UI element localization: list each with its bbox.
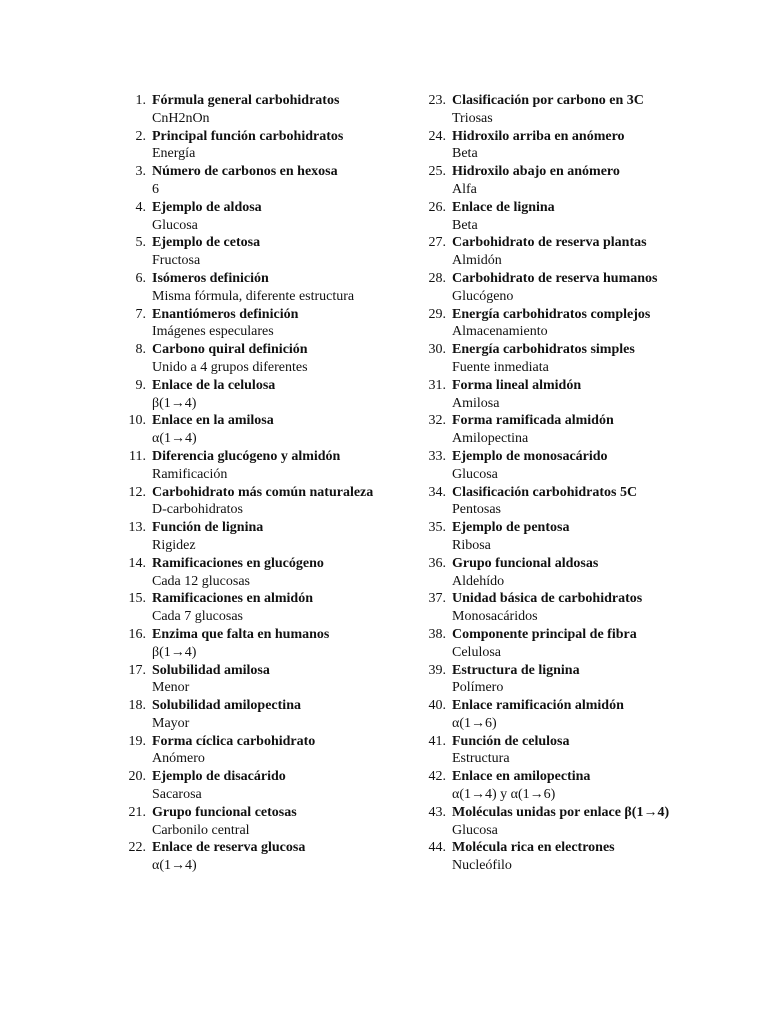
item-question: Enlace en amilopectina xyxy=(452,769,591,785)
item-body xyxy=(152,662,422,698)
item-body xyxy=(152,306,422,342)
item-body xyxy=(452,412,722,448)
item-body xyxy=(452,662,722,698)
list-item xyxy=(422,519,722,555)
item-answer: Beta xyxy=(452,146,478,162)
item-question: Clasificación carbohidratos 5C xyxy=(452,484,638,500)
list-item xyxy=(122,555,422,591)
item-body xyxy=(152,555,422,591)
item-question: Hidroxilo arriba en anómero xyxy=(452,128,625,144)
item-body xyxy=(452,733,722,769)
item-body xyxy=(452,590,722,626)
item-answer: Celulosa xyxy=(452,644,501,660)
item-question: Función de celulosa xyxy=(452,733,570,749)
item-question: Ejemplo de cetosa xyxy=(152,235,261,251)
item-number: 37. xyxy=(428,591,446,607)
item-answer: β(1→4) xyxy=(152,644,197,660)
item-number: 20. xyxy=(128,769,146,785)
item-number: 38. xyxy=(428,626,446,642)
item-question: Carbono quiral definición xyxy=(152,342,308,358)
list-item xyxy=(122,377,422,413)
list-item xyxy=(122,163,422,199)
item-number: 27. xyxy=(428,235,446,251)
item-body xyxy=(152,163,422,199)
list-item xyxy=(422,341,722,377)
item-body xyxy=(452,626,722,662)
list-item xyxy=(422,662,722,698)
item-answer: D-carbohidratos xyxy=(152,502,243,518)
list-item xyxy=(422,839,722,875)
list-item xyxy=(422,768,722,804)
item-answer: Estructura xyxy=(452,751,510,767)
item-body xyxy=(452,128,722,164)
list-item xyxy=(122,234,422,270)
item-question: Ejemplo de disacárido xyxy=(152,769,286,785)
item-question: Enlace de reserva glucosa xyxy=(152,840,306,856)
item-question: Clasificación por carbono en 3C xyxy=(452,93,644,108)
item-question: Forma lineal almidón xyxy=(452,377,582,393)
item-number: 13. xyxy=(128,520,146,536)
item-question: Enlace de la celulosa xyxy=(152,377,276,393)
item-number: 14. xyxy=(128,555,146,571)
list-item xyxy=(122,768,422,804)
item-answer: Fuente inmediata xyxy=(452,359,549,375)
list-item xyxy=(122,626,422,662)
item-answer: CnH2nOn xyxy=(152,110,210,126)
item-question: Ramificaciones en glucógeno xyxy=(152,555,324,571)
item-number: 8. xyxy=(135,342,146,358)
item-question: Grupo funcional aldosas xyxy=(452,555,599,571)
item-number: 12. xyxy=(128,484,146,500)
item-answer: Nucleófilo xyxy=(452,858,512,874)
item-answer: Misma fórmula, diferente estructura xyxy=(152,288,355,304)
item-number: 19. xyxy=(128,733,146,749)
item-number: 42. xyxy=(428,769,446,785)
list-item xyxy=(122,804,422,840)
item-question: Ramificaciones en almidón xyxy=(152,591,313,607)
item-body xyxy=(152,768,422,804)
item-number: 9. xyxy=(135,377,146,393)
list-item xyxy=(122,412,422,448)
item-number: 40. xyxy=(428,698,446,714)
list-item xyxy=(422,555,722,591)
item-answer: Amilopectina xyxy=(452,431,529,447)
list-item xyxy=(122,484,422,520)
item-body xyxy=(152,234,422,270)
item-answer: Glucosa xyxy=(152,217,198,233)
item-answer: Pentosas xyxy=(452,502,501,518)
item-answer: Sacarosa xyxy=(152,787,202,803)
item-question: Componente principal de fibra xyxy=(452,626,637,642)
item-number: 31. xyxy=(428,377,446,393)
item-body xyxy=(452,448,722,484)
item-body xyxy=(152,626,422,662)
list-item xyxy=(422,306,722,342)
item-body xyxy=(152,804,422,840)
item-body xyxy=(452,270,722,306)
list-item xyxy=(422,270,722,306)
item-number: 39. xyxy=(428,662,446,678)
item-number: 43. xyxy=(428,804,446,820)
item-question: Fórmula general carbohidratos xyxy=(152,93,340,108)
item-answer: Energía xyxy=(152,146,196,162)
item-answer: α(1→6) xyxy=(452,715,497,731)
list-item xyxy=(122,448,422,484)
item-answer: α(1→4) y α(1→6) xyxy=(452,787,556,803)
item-answer: Carbonilo central xyxy=(152,822,250,838)
item-body xyxy=(452,199,722,235)
list-item xyxy=(422,448,722,484)
list-item xyxy=(122,92,422,128)
list-item xyxy=(422,733,722,769)
item-answer: Amilosa xyxy=(452,395,500,411)
item-question: Moléculas unidas por enlace β(1→4) xyxy=(452,804,670,820)
item-number: 5. xyxy=(135,235,146,251)
item-number: 10. xyxy=(128,413,146,429)
item-number: 34. xyxy=(428,484,446,500)
item-answer: Glucógeno xyxy=(452,288,514,304)
item-question: Enlace ramificación almidón xyxy=(452,698,624,714)
item-body xyxy=(152,377,422,413)
item-question: Solubilidad amilopectina xyxy=(152,698,301,714)
item-answer: Menor xyxy=(152,680,190,696)
item-number: 18. xyxy=(128,698,146,714)
item-body xyxy=(452,377,722,413)
item-answer: Cada 12 glucosas xyxy=(152,573,250,589)
item-number: 44. xyxy=(428,840,446,856)
item-number: 30. xyxy=(428,342,446,358)
item-body xyxy=(152,484,422,520)
item-question: Forma cíclica carbohidrato xyxy=(152,733,316,749)
item-body xyxy=(452,163,722,199)
list-item xyxy=(422,92,722,128)
item-number: 22. xyxy=(128,840,146,856)
item-body xyxy=(452,555,722,591)
item-number: 36. xyxy=(428,555,446,571)
item-answer: Mayor xyxy=(152,715,190,731)
list-item xyxy=(122,128,422,164)
item-body xyxy=(152,412,422,448)
item-number: 21. xyxy=(128,804,146,820)
item-answer: β(1→4) xyxy=(152,395,197,411)
item-question: Ejemplo de pentosa xyxy=(452,520,570,536)
list-item xyxy=(422,377,722,413)
item-question: Energía carbohidratos complejos xyxy=(452,306,651,322)
item-question: Grupo funcional cetosas xyxy=(152,804,297,820)
item-answer: Alfa xyxy=(452,181,477,197)
item-answer: Triosas xyxy=(452,110,493,126)
item-answer: Anómero xyxy=(152,751,205,767)
item-answer: Imágenes especulares xyxy=(152,324,274,340)
item-answer: 6 xyxy=(152,181,159,197)
item-number: 29. xyxy=(428,306,446,322)
item-number: 17. xyxy=(128,662,146,678)
item-answer: Ribosa xyxy=(452,537,491,553)
list-item xyxy=(422,412,722,448)
item-body xyxy=(152,199,422,235)
item-question: Enantiómeros definición xyxy=(152,306,299,322)
item-answer: Monosacáridos xyxy=(452,609,538,625)
item-answer: Almacenamiento xyxy=(452,324,548,340)
list-item xyxy=(422,697,722,733)
item-body xyxy=(452,768,722,804)
item-body xyxy=(152,733,422,769)
item-number: 2. xyxy=(135,128,146,144)
right-question-list xyxy=(422,92,722,875)
item-number: 25. xyxy=(428,164,446,180)
item-number: 28. xyxy=(428,270,446,286)
list-item xyxy=(122,839,422,875)
item-question: Carbohidrato de reserva humanos xyxy=(452,270,658,286)
item-body xyxy=(152,128,422,164)
item-number: 32. xyxy=(428,413,446,429)
item-number: 15. xyxy=(128,591,146,607)
item-number: 24. xyxy=(428,128,446,144)
item-question: Unidad básica de carbohidratos xyxy=(452,591,643,607)
item-answer: Unido a 4 grupos diferentes xyxy=(152,359,308,375)
item-answer: Glucosa xyxy=(452,466,498,482)
item-question: Función de lignina xyxy=(152,520,264,536)
item-body xyxy=(152,270,422,306)
left-column xyxy=(122,92,422,875)
item-answer: α(1→4) xyxy=(152,431,197,447)
item-question: Principal función carbohidratos xyxy=(152,128,344,144)
item-number: 11. xyxy=(129,448,146,464)
item-answer: Almidón xyxy=(452,253,502,269)
item-number: 35. xyxy=(428,520,446,536)
item-question: Diferencia glucógeno y almidón xyxy=(152,448,341,464)
item-question: Carbohidrato más común naturaleza xyxy=(152,484,374,500)
item-body xyxy=(152,839,422,875)
list-item xyxy=(122,341,422,377)
list-item xyxy=(422,590,722,626)
item-body xyxy=(452,697,722,733)
list-item xyxy=(122,697,422,733)
item-question: Molécula rica en electrones xyxy=(452,840,615,856)
item-body xyxy=(152,92,422,128)
item-answer: Aldehído xyxy=(452,573,505,589)
item-question: Enlace en la amilosa xyxy=(152,413,274,429)
list-item xyxy=(122,270,422,306)
list-item xyxy=(122,662,422,698)
item-body xyxy=(452,804,722,840)
item-number: 6. xyxy=(135,270,146,286)
item-answer: Glucosa xyxy=(452,822,498,838)
item-body xyxy=(452,306,722,342)
item-body xyxy=(152,341,422,377)
item-number: 26. xyxy=(428,199,446,215)
item-question: Carbohidrato de reserva plantas xyxy=(452,235,647,251)
item-answer: α(1→4) xyxy=(152,858,197,874)
item-body xyxy=(452,519,722,555)
item-body xyxy=(152,590,422,626)
item-answer: Beta xyxy=(452,217,478,233)
item-body xyxy=(152,697,422,733)
list-item xyxy=(122,590,422,626)
list-item xyxy=(422,626,722,662)
item-number: 16. xyxy=(128,626,146,642)
item-question: Ejemplo de monosacárido xyxy=(452,448,608,464)
right-column xyxy=(422,92,722,875)
item-answer: Fructosa xyxy=(152,253,201,269)
item-question: Forma ramificada almidón xyxy=(452,413,614,429)
item-number: 7. xyxy=(135,306,146,322)
item-number: 4. xyxy=(135,199,146,215)
item-number: 1. xyxy=(135,93,146,108)
item-answer: Rigidez xyxy=(152,537,196,553)
list-item xyxy=(122,306,422,342)
left-question-list xyxy=(122,92,422,875)
list-item xyxy=(122,733,422,769)
item-question: Solubilidad amilosa xyxy=(152,662,270,678)
item-body xyxy=(452,234,722,270)
item-answer: Ramificación xyxy=(152,466,228,482)
list-item xyxy=(422,234,722,270)
item-question: Estructura de lignina xyxy=(452,662,580,678)
list-item xyxy=(422,128,722,164)
item-answer: Cada 7 glucosas xyxy=(152,609,243,625)
list-item xyxy=(122,199,422,235)
item-question: Energía carbohidratos simples xyxy=(452,342,635,358)
list-item xyxy=(422,163,722,199)
list-item xyxy=(422,804,722,840)
item-number: 33. xyxy=(428,448,446,464)
item-body xyxy=(152,448,422,484)
item-body xyxy=(452,484,722,520)
list-item xyxy=(122,519,422,555)
item-question: Ejemplo de aldosa xyxy=(152,199,262,215)
item-question: Enzima que falta en humanos xyxy=(152,626,330,642)
item-question: Isómeros definición xyxy=(152,270,269,286)
item-question: Hidroxilo abajo en anómero xyxy=(452,164,620,180)
item-number: 23. xyxy=(428,93,446,108)
item-number: 3. xyxy=(135,164,146,180)
item-body xyxy=(452,92,722,128)
item-number: 41. xyxy=(428,733,446,749)
item-answer: Polímero xyxy=(452,680,504,696)
item-body xyxy=(152,519,422,555)
item-question: Número de carbonos en hexosa xyxy=(152,164,338,180)
item-body xyxy=(452,341,722,377)
list-item xyxy=(422,484,722,520)
list-item xyxy=(422,199,722,235)
item-body xyxy=(452,839,722,875)
item-question: Enlace de lignina xyxy=(452,199,555,215)
